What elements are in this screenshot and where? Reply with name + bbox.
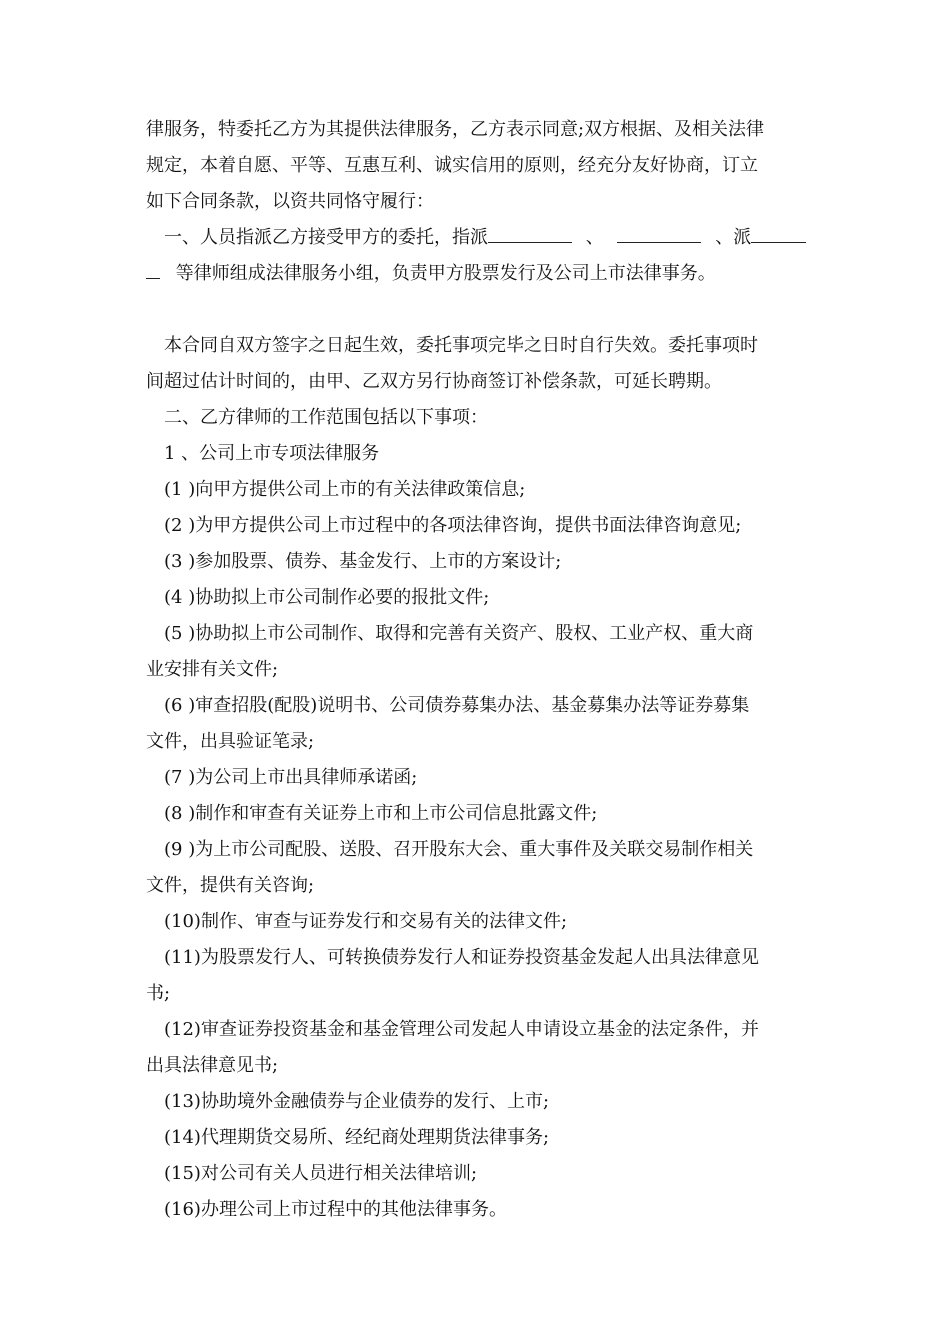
intro-line-1: 律服务，特委托乙方为其提供法律服务，乙方表示同意;双方根据、及相关法律 bbox=[146, 119, 765, 140]
list-item: (12)审查证券投资基金和基金管理公司发起人申请设立基金的法定条件，并 bbox=[164, 1019, 759, 1040]
list-item: (15)对公司有关人员进行相关法律培训; bbox=[164, 1163, 478, 1184]
validity-line-1: 本合同自双方签字之日起生效，委托事项完毕之日时自行失效。委托事项时 bbox=[164, 335, 758, 356]
list-item: (16)办理公司上市过程中的其他法律事务。 bbox=[164, 1199, 507, 1220]
paragraph-gap bbox=[146, 292, 806, 328]
validity-line-2: 间超过估计时间的，由甲、乙双方另行协商签订补偿条款，可延长聘期。 bbox=[146, 371, 722, 392]
intro-line-3: 如下合同条款，以资共同恪守履行： bbox=[146, 191, 434, 212]
list-item: (10)制作、审查与证券发行和交易有关的法律文件; bbox=[164, 911, 568, 932]
blank-field-2 bbox=[617, 220, 701, 243]
separator-2: 、派 bbox=[715, 227, 752, 248]
intro-line-2: 规定，本着自愿、平等、互惠互利、诚实信用的原则，经充分友好协商，订立 bbox=[146, 155, 758, 176]
section2-heading: 二、乙方律师的工作范围包括以下事项： bbox=[164, 407, 488, 428]
list-item: (4 )协助拟上市公司制作必要的报批文件; bbox=[164, 587, 490, 608]
list-item: (3 )参加股票、债券、基金发行、上市的方案设计; bbox=[164, 551, 562, 572]
list-item: (6 )审查招股(配股)说明书、公司债券募集办法、基金募集办法等证券募集 bbox=[164, 695, 750, 716]
list-item: (14)代理期货交易所、经纪商处理期货法律事务; bbox=[164, 1127, 550, 1148]
list-item: (9 )为上市公司配股、送股、召开股东大会、重大事件及关联交易制作相关 bbox=[164, 839, 754, 860]
list-item: (8 )制作和审查有关证券上市和上市公司信息批露文件; bbox=[164, 803, 598, 824]
list-item: 业安排有关文件; bbox=[146, 659, 279, 680]
section1-line-2 bbox=[146, 256, 806, 292]
section1-prefix: 一、人员指派乙方接受甲方的委托，指派 bbox=[164, 227, 488, 248]
blank-field-3 bbox=[751, 220, 806, 243]
list-item: 出具法律意见书; bbox=[146, 1055, 279, 1076]
section1-suffix: 等律师组成法律服务小组，负责甲方股票发行及公司上市法律事务。 bbox=[175, 263, 716, 284]
list-item: (7 )为公司上市出具律师承诺函; bbox=[164, 767, 418, 788]
list-item: (2 )为甲方提供公司上市过程中的各项法律咨询，提供书面法律咨询意见; bbox=[164, 515, 742, 536]
blank-field-3-cont bbox=[146, 256, 160, 279]
list-item: (5 )协助拟上市公司制作、取得和完善有关资产、股权、工业产权、重大商 bbox=[164, 623, 754, 644]
document-page bbox=[146, 112, 806, 1228]
list-item: (1 )向甲方提供公司上市的有关法律政策信息; bbox=[164, 479, 526, 500]
section1-line-1 bbox=[146, 220, 806, 256]
items-list bbox=[146, 472, 806, 1228]
list-item: (13)协助境外金融债券与企业债券的发行、上市; bbox=[164, 1091, 550, 1112]
blank-field-1 bbox=[488, 220, 572, 243]
list-item: (11)为股票发行人、可转换债券发行人和证券投资基金发起人出具法律意见 bbox=[164, 947, 759, 968]
list-item: 文件，提供有关咨询; bbox=[146, 875, 315, 896]
list-item: 文件，出具验证笔录; bbox=[146, 731, 315, 752]
item1-heading: 1 、公司上市专项法律服务 bbox=[164, 443, 380, 464]
list-item: 书; bbox=[146, 983, 171, 1004]
separator-1: 、 bbox=[585, 227, 604, 248]
